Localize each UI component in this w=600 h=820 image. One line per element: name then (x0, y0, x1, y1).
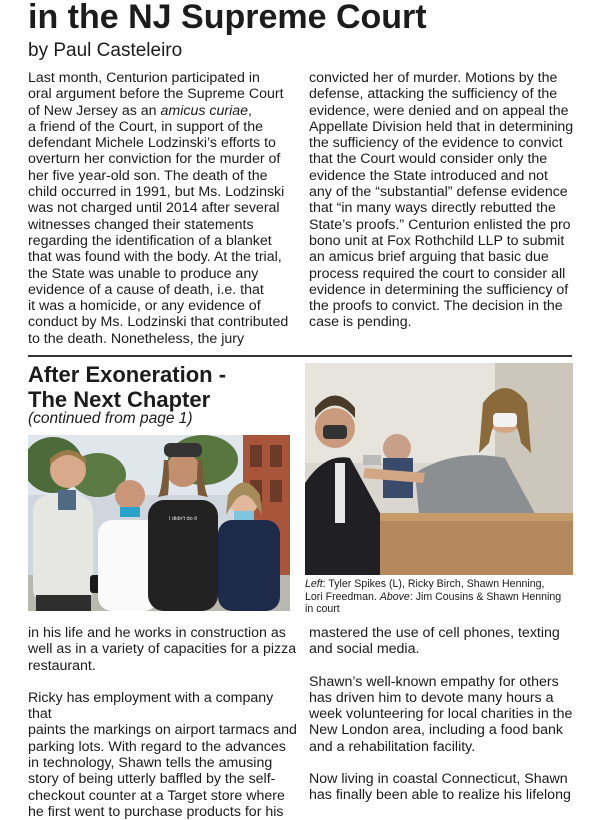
text-line: has driven him to devote many hours a (309, 689, 554, 706)
text-line: story of being utterly baffled by the self- (28, 771, 276, 788)
text-line: the proofs to convict. The decision in the (309, 298, 563, 315)
text-line: bono unit at Fox Rothchild LLP to submit (309, 232, 565, 249)
text-fragment: of New Jersey as an (28, 102, 161, 119)
section-title-line: After Exoneration - (28, 362, 227, 387)
shirt-text: I didn't do it (169, 516, 197, 522)
byline: by Paul Casteleiro (28, 40, 183, 61)
text-line: paints the markings on airport tarmacs and (28, 722, 297, 739)
section-title (28, 362, 278, 412)
text-line: Now living in coastal Connecticut, Shawn (309, 771, 568, 788)
text-line: defense, attacking the sufficiency of the (309, 86, 558, 103)
section-divider (28, 355, 572, 357)
text-line: it was a homicide, or any evidence of (28, 298, 261, 315)
caption-text: : Tyler Spikes (L), Ricky Birch, Shawn Henning, (322, 578, 545, 590)
text-line: that the Court would consider only the (309, 151, 548, 168)
text-line: evidence the State introduced and not (309, 167, 548, 184)
text-line: has finally been able to realize his lifelong (309, 787, 571, 804)
text-line: any of the “substantial” defense evidence (309, 184, 568, 201)
text-line: an amicus brief arguing that basic due (309, 249, 549, 266)
text-line: well as in a variety of capacities for a pizza (28, 641, 297, 658)
text-line: convicted her of murder. Motions by the (309, 70, 558, 86)
text-line: case is pending. (309, 314, 412, 331)
text-line: process required the court to consider all (309, 265, 566, 282)
caption-label-above: Above (379, 590, 410, 603)
text-line: parking lots. With regard to the advances (28, 738, 286, 755)
court-photo (305, 363, 573, 575)
text-line: evidence in determining the sufficiency of (309, 281, 569, 298)
text-line: Appellate Division held that in determining (309, 118, 574, 135)
text-line: oral argument before the Supreme Court (28, 86, 284, 103)
section-title-line: The Next Chapter (28, 387, 211, 412)
text-line: overturn her conviction for the murder of (28, 151, 281, 168)
italic-term: amicus curiae (160, 102, 249, 119)
text-line: evidence, were denied and on appeal the (309, 102, 569, 119)
text-line: the State was unable to produce any (28, 265, 259, 282)
text-line: her five year-old son. The death of the (28, 167, 268, 184)
caption-text: in court (305, 603, 340, 616)
caption-text: Lori Freedman. (305, 590, 380, 603)
group-photo (28, 435, 290, 611)
text-line: New London area, including a food bank (309, 722, 563, 739)
text-line: child occurred in 1991, but Ms. Lodzinski (28, 184, 285, 201)
article2-column-right (309, 625, 577, 804)
text-line: was not charged until 2014 after several (28, 200, 280, 217)
headline: in the NJ Supreme Court (28, 0, 427, 36)
text-line: defendant Michele Lodzinski’s efforts to (28, 135, 276, 152)
text-line: checkout counter at a Target store where (28, 787, 285, 804)
text-line: regarding the identification of a blanket (28, 232, 272, 249)
continued-note: (continued from page 1) (28, 410, 193, 427)
text-line: mastered the use of cell phones, texting (309, 625, 560, 641)
text-line: Last month, Centurion participated in (28, 70, 260, 86)
text-fragment: , (248, 102, 252, 119)
text-line: to the death. Nonetheless, the jury (28, 330, 245, 347)
text-line: evidence of a cause of death, i.e. that (28, 281, 264, 298)
text-line (28, 103, 298, 119)
text-line: that was found with the body. At the trial, (28, 249, 282, 266)
photo-caption (305, 578, 573, 616)
text-line: the sufficiency of the evidence to convict (309, 135, 563, 152)
text-line: conduct by Ms. Lodzinski that contributed (28, 314, 289, 331)
text-line: a friend of the Court, in support of the (28, 118, 264, 135)
text-line: witnesses changed their statements (28, 216, 254, 233)
text-line: Ricky has employment with a company that (28, 689, 274, 723)
text-line: week volunteering for local charities in the (309, 706, 573, 723)
text-line: in his life and he works in construction as (28, 625, 286, 641)
caption-label-left: Left (305, 578, 323, 590)
text-line: State’s proofs.” Centurion enlisted the pro (309, 216, 571, 233)
text-line: restaurant. (28, 657, 96, 674)
text-line: Shawn’s well-known empathy for others (309, 673, 559, 690)
text-line: in technology, Shawn tells the amusing (28, 755, 273, 772)
article2-column-left (28, 625, 298, 820)
article1-column-right (309, 70, 577, 331)
text-line: and a rehabilitation facility. (309, 738, 476, 755)
text-line: that “in many ways directly rebutted the (309, 200, 556, 217)
article1-column-left (28, 70, 298, 347)
text-line: and social media. (309, 641, 420, 658)
text-line: he first went to purchase products for his (28, 803, 284, 820)
caption-text: : Jim Cousins & Shawn Henning (409, 590, 562, 603)
